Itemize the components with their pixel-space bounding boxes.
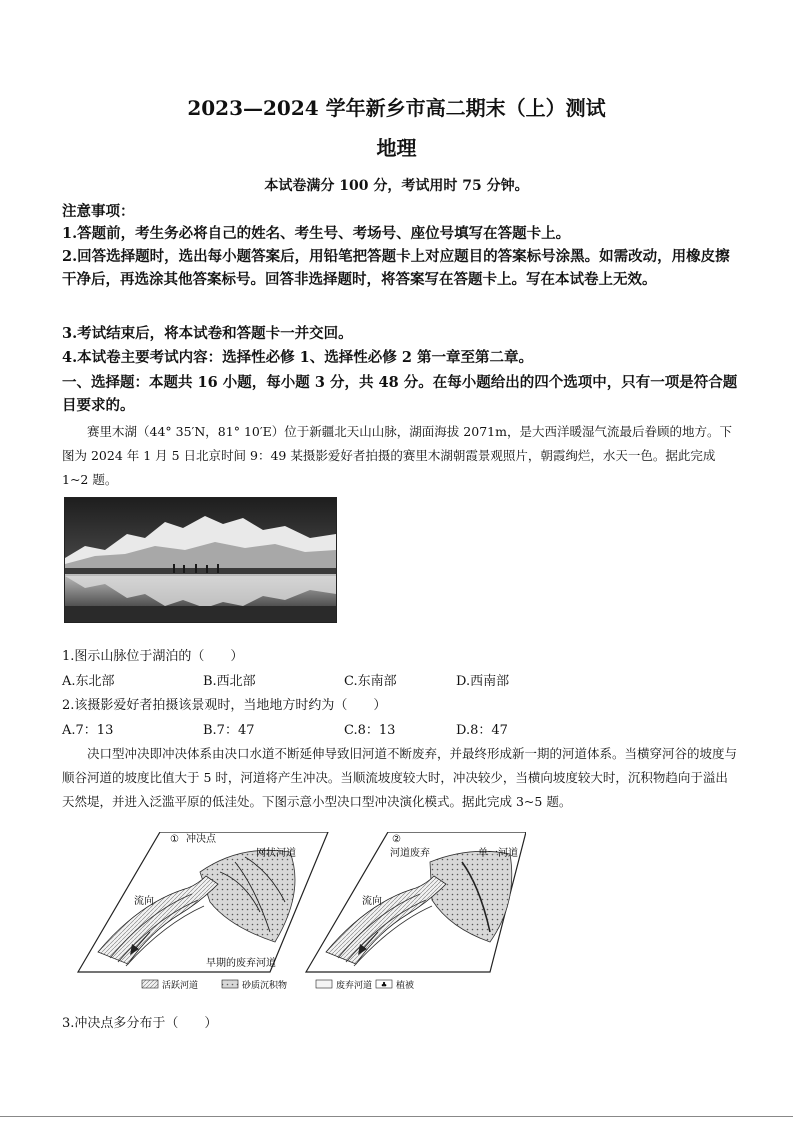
q1-option-a: A.东北部 [62,674,115,689]
label-braided-channel: 网状河道 [256,848,296,859]
question-3-stem: 3.冲决点多分布于（ ） [62,1016,218,1031]
page-bottom-divider [0,1116,793,1117]
q2-option-c: C.8：13 [344,723,396,738]
lake-photo [64,497,337,623]
legend-abandoned-channel: 废弃河道 [336,981,373,991]
lake-photo-drawing [65,498,336,622]
label-early-abandoned: 早期的废弃河道 [206,958,276,969]
svg-text:♣: ♣ [380,981,388,989]
question-2-stem: 2.该摄影爱好者拍摄该景观时，当地地方时约为（ ） [62,698,387,713]
passage-2: 决口型冲决即冲决体系由决口水道不断延伸导致旧河道不断废弃，并最终形成新一期的河道体系。当横穿河谷的坡度与顺谷河道的坡度比值大于 5 时，河道将产生冲决。当顺流坡度较大时，冲决较少，当横向坡度较大时，沉积物趋向于溢出天然堤，并进入泛滥平原的低洼处。下图示意小型决口型冲决演化模式。据此完成 3~5 题。 [62,746,738,809]
question-1-stem: 1.图示山脉位于湖泊的（ ） [62,649,244,664]
crevasse-diagram [70,832,526,992]
crevasse-diagram-drawing [70,832,526,992]
legend-active-channel: 活跃河道 [162,981,199,991]
notice-item-3: 3.考试结束后，将本试卷和答题卡一并交回。 [62,325,353,342]
q1-option-c: C.东南部 [344,674,397,689]
q1-option-d: D.西南部 [456,674,510,689]
subject-title: 地理 [376,136,417,160]
label-single-channel: 单一河道 [478,848,518,859]
legend-sandy-sediment: 砂质沉积物 [242,981,288,991]
q1-option-b: B.西北部 [203,674,256,689]
label-crevasse-point: 冲决点 [186,834,216,845]
label-channel-abandoned: 河道废弃 [390,848,430,859]
panel-1-number: ① [170,834,179,845]
q2-option-a: A.7：13 [62,723,114,738]
exam-info: 本试卷满分 100 分，考试用时 75 分钟。 [264,178,529,194]
exam-title: 2023—2024 学年新乡市高二期末（上）测试 [187,96,606,120]
notice-item-1: 1.答题前，考生务必将自己的姓名、考生号、考场号、座位号填写在答题卡上。 [62,225,571,242]
label-flow-2: 流向 [362,896,382,907]
section-1-heading: 一、选择题：本题共 16 小题，每小题 3 分，共 48 分。在每小题给出的四个选项中，只有一项是符合题目要求的。 [62,374,738,414]
q2-option-d: D.8：47 [456,723,508,738]
notice-heading: 注意事项： [62,203,135,220]
notice-item-4: 4.本试卷主要考试内容：选择性必修 1、选择性必修 2 第一章至第二章。 [62,349,533,366]
passage-1: 赛里木湖（44° 35′N，81° 10′E）位于新疆北天山山脉，湖面海拔 2071m，是大西洋暖湿气流最后眷顾的地方。下图为 2024 年 1 月 5 日北京时间 9：49 某摄影爱好者拍摄的赛里木湖朝霞景观照片，朝霞绚烂，水天一色。据此完成 1~2 题。 [62,424,732,487]
q2-option-b: B.7：47 [203,723,255,738]
legend-vegetation: 植被 [396,981,415,991]
notice-item-2: 2.回答选择题时，选出每小题答案后，用铅笔把答题卡上对应题目的答案标号涂黑。如需改动，用橡皮擦干净后，再选涂其他答案标号。回答非选择题时，将答案写在答题卡上。写在本试卷上无效。 [62,248,730,288]
panel-2-number: ② [392,834,401,845]
label-flow-1: 流向 [134,896,154,907]
